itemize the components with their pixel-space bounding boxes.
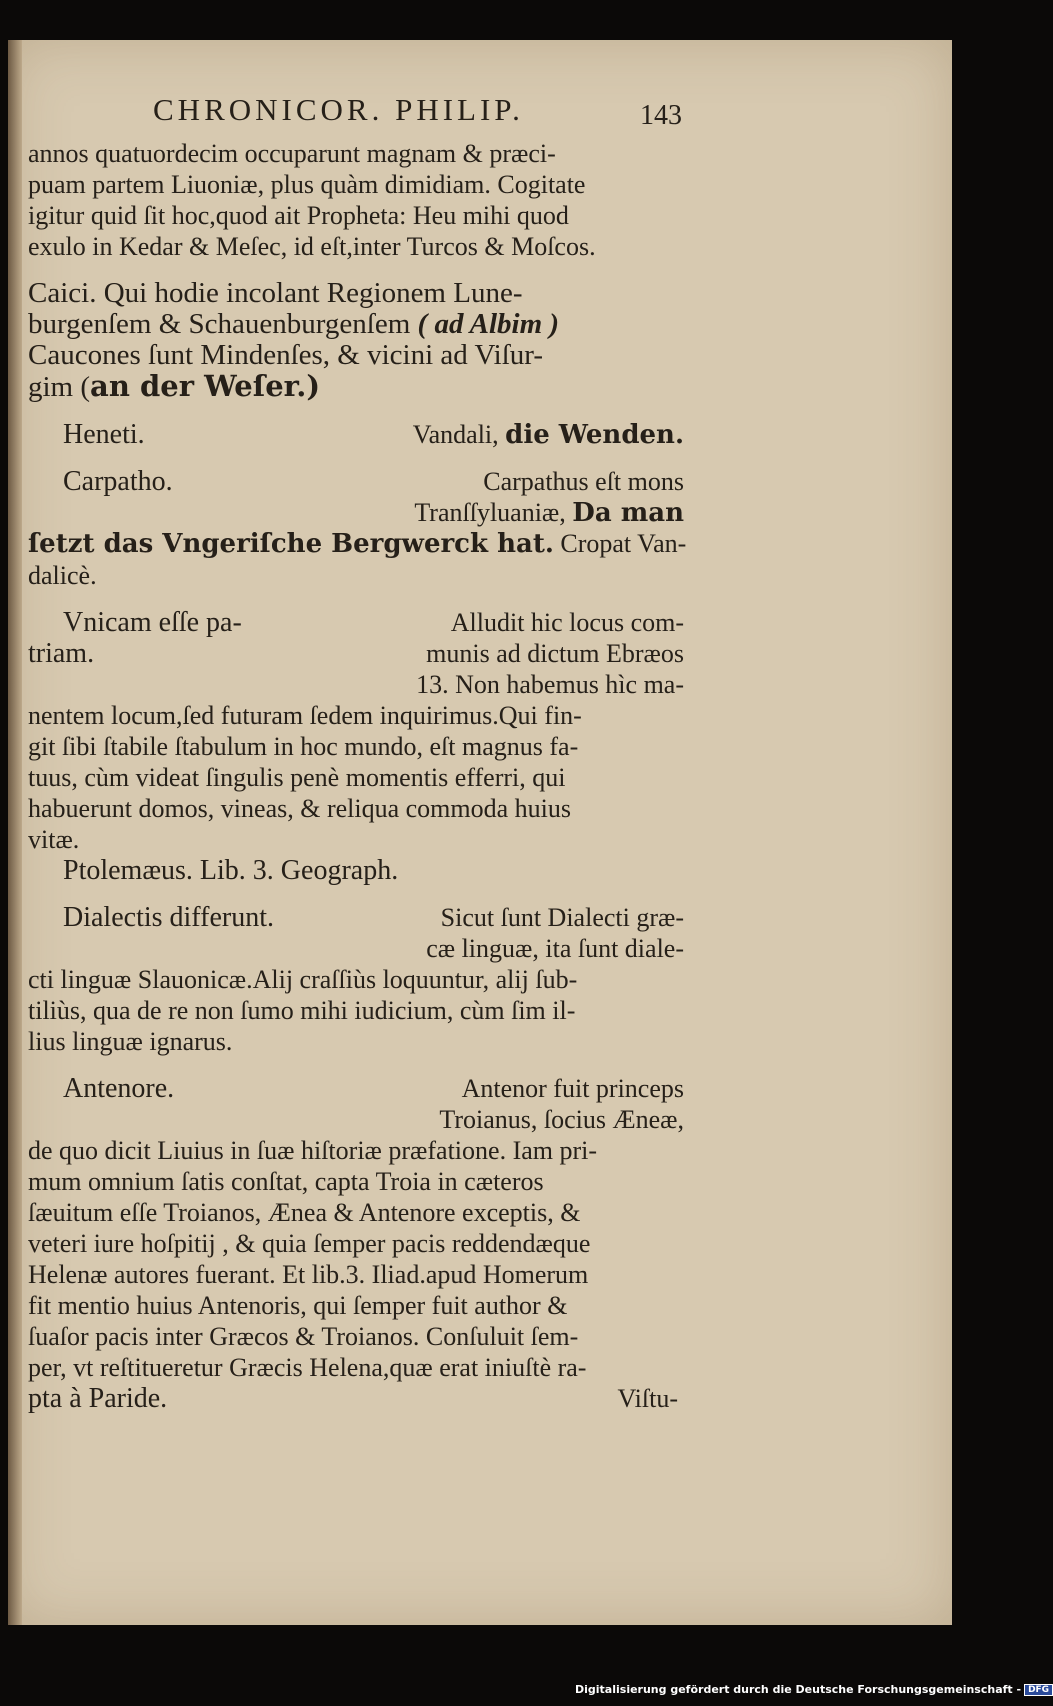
text-line: tiliùs, qua de re non ſumo mihi iudicium, cùm ſim il- (28, 996, 576, 1025)
dfg-logo: DFG (1024, 1684, 1053, 1696)
text-line: Caucones ſunt Mindenſes, & vicini ad Viſur- (28, 339, 544, 371)
text-line: per, vt reſtitueretur Græcis Helena,quæ erat iniuſtè ra- (28, 1353, 587, 1382)
page-text (28, 138, 688, 1414)
gloss: Vandali, die Wenden. (412, 420, 684, 450)
handwritten-note: ( ad Albim ) (417, 308, 560, 340)
text-line: lius linguæ ignarus. (28, 1027, 233, 1056)
lemma: Dialectis differunt. (63, 902, 274, 933)
text-line: Caici. Qui hodie incolant Regionem Lune- (28, 277, 523, 309)
text-line: gim (an der Weſer.) (28, 369, 321, 403)
text-line: Helenæ autores fuerant. Et lib.3. Iliad.apud Homerum (28, 1260, 589, 1289)
text-line: igitur quid ſit hoc,quod ait Propheta: Heu mihi quod (28, 201, 569, 230)
text-line: vitæ. (28, 825, 80, 854)
text-line: ſetzt das Vngeriſche Bergwerck hat. Cropat Van- (28, 529, 687, 559)
entry-vnicam: Vnicam eſſe pa- Alludit hic locus com- triam. munis ad dictum Ebræos 13. Non habemus hìc ma- nentem locum,ſed futuram ſedem inquirimus.Qui fin- git ſibi ſtabile ſtabulum in hoc mundo, eſt magnus fa- tuus, cùm videat ſingulis penè momentis efferri, qui habuerunt domos, vineas, & reliqua commoda huius vitæ. (28, 607, 688, 855)
text-line: tuus, cùm videat ſingulis penè momentis efferri, qui (28, 763, 566, 792)
text-line: de quo dicit Liuius in ſuæ hiſtoriæ præfatione. Iam pri- (28, 1136, 598, 1165)
text-line: burgenſem & Schauenburgenſem ( ad Albim ) (28, 308, 560, 340)
entry-ptolemaeus: Ptolemæus. Lib. 3. Geograph. (63, 855, 399, 886)
page-spine (8, 40, 22, 1625)
page-number: 143 (640, 100, 682, 131)
running-title: CHRONICOR. PHILIP. (153, 92, 524, 127)
lemma: Antenore. (63, 1073, 175, 1104)
entry-dialectis: Dialectis differunt. Sicut ſunt Dialecti græ- cæ linguæ, ita ſunt diale- cti linguæ Slauonicæ.Alij craſſiùs loquuntur, alij ſub- tiliùs, qua de re non ſumo mihi iudicium, cùm ſim il- lius linguæ ignarus. (28, 902, 688, 1057)
entry-caici (28, 278, 688, 403)
text-line: git ſibi ſtabile ſtabulum in hoc mundo, eſt magnus fa- (28, 732, 579, 761)
entry-heneti (28, 419, 688, 450)
text-line: habuerunt domos, vineas, & reliqua commoda huius (28, 794, 572, 823)
entry-antenore: Antenore. Antenor fuit princeps Troianus, ſocius Æneæ, de quo dicit Liuius in ſuæ hiſtoriæ præfatione. Iam pri- mum omnium ſatis conſtat, capta Troia in cæteros ſæuitum eſſe Troianos, Ænea & Antenore exceptis, & veteri iure hoſpitij , & quia ſemper pacis reddendæque Helenæ autores fuerant. Et lib.3. Iliad.apud Homerum fit mentio huius Antenoris, qui ſemper fuit author & ſuaſor pacis inter Græcos & Troianos. Conſuluit ſem- per, vt reſtitueretur Græcis Helena,quæ erat iniuſtè ra- pta à Paride. Viſtu- (28, 1073, 688, 1414)
lemma: Vnicam eſſe pa- (63, 607, 242, 638)
text-line: fit mentio huius Antenoris, qui ſemper fuit author & (28, 1291, 568, 1320)
text-line: mum omnium ſatis conſtat, capta Troia in cæteros (28, 1167, 544, 1196)
text-line: puam partem Liuoniæ, plus quàm dimidiam. Cogitate (28, 170, 586, 199)
catchword: Viſtu- (617, 1384, 678, 1413)
text-line: annos quatuordecim occuparunt magnam & præci- (28, 139, 556, 168)
text-line: ſuaſor pacis inter Græcos & Troianos. Conſuluit ſem- (28, 1322, 579, 1351)
entry-carpatho: Carpatho. Carpathus eſt mons Tranſſyluaniæ, Da man ſetzt das Vngeriſche Bergwerck hat. Cropat Van- dalicè. (28, 466, 687, 590)
text-line: dalicè. (28, 561, 97, 590)
book-page (8, 40, 952, 1625)
text-line: exulo in Kedar & Meſec, id eſt,inter Turcos & Moſcos. (28, 232, 596, 261)
lemma: Heneti. (63, 419, 145, 450)
text-line: nentem locum,ſed futuram ſedem inquirimus.Qui fin- (28, 701, 582, 730)
paragraph-1 (28, 138, 688, 262)
lemma: Carpatho. (63, 466, 173, 497)
digitization-credit: Digitalisierung gefördert durch die Deutsche Forschungsgemeinschaft - DFG (575, 1683, 1053, 1696)
text-line: ſæuitum eſſe Troianos, Ænea & Antenore exceptis, & (28, 1198, 581, 1227)
text-line: veteri iure hoſpitij , & quia ſemper pacis reddendæque (28, 1229, 591, 1258)
text-line: cti linguæ Slauonicæ.Alij craſſiùs loquuntur, alij ſub- (28, 965, 578, 994)
